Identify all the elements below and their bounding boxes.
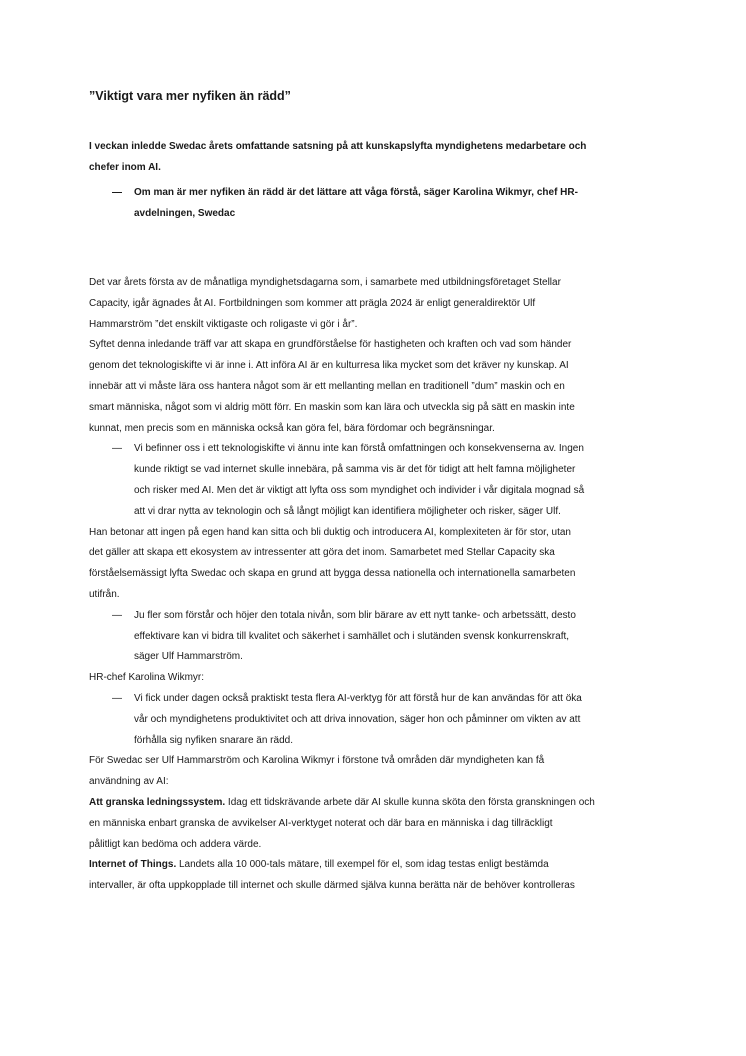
body-line: Han betonar att ingen på egen hand kan sitta och bli duktig och introducera AI, komplexiteten är för stor, utan	[89, 526, 571, 538]
bold-heading: Att granska ledningssystem.	[89, 796, 226, 808]
body-line: Capacity, igår ägnades åt AI. Fortbildningen som kommer att prägla 2024 är enligt generaldirektör Ulf	[89, 297, 536, 309]
body-line: kunnat, men precis som en människa också kan göra fel, bära fördomar och begränsningar.	[89, 422, 495, 434]
body-line: Det var årets första av de månatliga myndighetsdagarna som, i samarbete med utbildningsföretaget Stellar	[89, 277, 561, 288]
body-text: Landets alla 10 000-tals mätare, till exempel för el, som idag testas enligt bestämda	[176, 859, 549, 871]
body-paragraph	[89, 335, 669, 439]
quote-line: kunde riktigt se vad internet skulle innebära, på samma vis är det för tidigt att helt famna möjligheter	[134, 464, 576, 476]
article-title: ”Viktigt vara mer nyfiken än rädd”	[89, 89, 291, 103]
body-paragraph	[89, 523, 669, 606]
quote-line: Vi befinner oss i ett teknologiskifte vi ännu inte kan förstå omfattningen och konsekvenserna av. Ingen	[134, 443, 584, 455]
body-line: en människa enbart granska de avvikelser AI-verktyget noterat och där bara en människa i dag tillräckligt	[89, 817, 553, 829]
quote-line: säger Ulf Hammarström.	[134, 651, 243, 663]
body-paragraph	[89, 668, 669, 689]
body-line: innebär att vi måste lära oss hantera något som är ett mellanting mellan en traditionell ”dum” maskin och en	[89, 380, 565, 392]
body-line: genom det teknologiskifte vi är inne i. Att införa AI är en kulturresa lika mycket som det kräver ny kunskap. AI	[89, 360, 569, 372]
quote-line: förhålla sig nyfiken snarare än rädd.	[134, 734, 293, 746]
quote-line: att vi drar nytta av teknologin och så långt möjligt kan identifiera möjligheter och risker, säger Ulf.	[134, 505, 561, 517]
bold-heading: Internet of Things.	[89, 859, 177, 871]
body-line: Syftet denna inledande träff var att skapa en grundförståelse för hastigheten och kraften och vad som händer	[89, 339, 572, 351]
body-line: det gäller att skapa ett ekosystem av intressenter att göra det inom. Samarbetet med Stellar Capacity ska	[89, 547, 555, 559]
lead-line: chefer inom AI.	[89, 162, 161, 173]
quote-dash: —	[112, 443, 122, 455]
quote-line: avdelningen, Swedac	[134, 208, 236, 219]
quote-dash: —	[112, 609, 122, 621]
quote-line: Vi fick under dagen också praktiskt testa flera AI-verktyg för att förstå hur de kan användas för att öka	[134, 692, 582, 704]
lead-line: I veckan inledde Swedac årets omfattande satsning på att kunskapslyfta myndighetens medarbetare och	[89, 141, 587, 152]
body-quote	[89, 439, 669, 522]
lead-paragraph	[89, 136, 659, 178]
body-line: pålitligt kan bedöma och addera värde.	[89, 838, 262, 850]
body-quote	[89, 606, 669, 668]
quote-line: Ju fler som förstår och höjer den totala nivån, som blir bärare av ett nytt tanke- och arbetssätt, desto	[134, 609, 576, 621]
body-line: HR-chef Karolina Wikmyr:	[89, 672, 205, 684]
body-line: användning av AI:	[89, 776, 169, 788]
body-line: Hammarström ”det enskilt viktigaste och roligaste vi gör i år”.	[89, 318, 358, 330]
body-line	[89, 793, 669, 814]
quote-dash: —	[112, 187, 122, 198]
quote-line: och risker med AI. Men det är viktigt att lyfta oss som myndighet och individer i vår digitala mognad så	[134, 484, 585, 496]
quote-line: vår och myndighetens produktivitet och att driva innovation, säger hon och påminner om vikten av att	[134, 713, 581, 725]
body-paragraph	[89, 855, 669, 897]
body-line: För Swedac ser Ulf Hammarström och Karolina Wikmyr i förstone två områden där myndigheten kan få	[89, 755, 545, 767]
body-line: utifrån.	[89, 588, 120, 600]
quote-dash: —	[112, 692, 122, 704]
body-paragraph	[89, 751, 669, 793]
body-quote	[89, 689, 669, 751]
document-page	[89, 0, 669, 892]
body-paragraph	[89, 793, 669, 855]
body-line: förståelsemässigt lyfta Swedac och skapa en grund att bygga dessa nationella och internationella samarbeten	[89, 568, 576, 580]
body-line: smart människa, något som vi aldrig mött förr. En maskin som kan lära och utveckla sig på sätt en maskin inte	[89, 401, 575, 413]
body-line	[89, 855, 669, 876]
body-text: Idag ett tidskrävande arbete där AI skulle kunna sköta den första granskningen och	[225, 796, 595, 808]
article-body	[89, 273, 669, 897]
quote-line: Om man är mer nyfiken än rädd är det lättare att våga förstå, säger Karolina Wikmyr, chef HR-	[134, 187, 578, 198]
body-line: intervaller, är ofta uppkopplade till internet och skulle därmed själva kunna berätta när de behöver kontrolleras	[89, 880, 575, 892]
quote-line: effektivare kan vi bidra till kvalitet och säkerhet i samhället och i slutänden svensk konkurrenskraft,	[134, 630, 570, 642]
lead-quote	[89, 182, 704, 224]
body-paragraph	[89, 273, 669, 335]
